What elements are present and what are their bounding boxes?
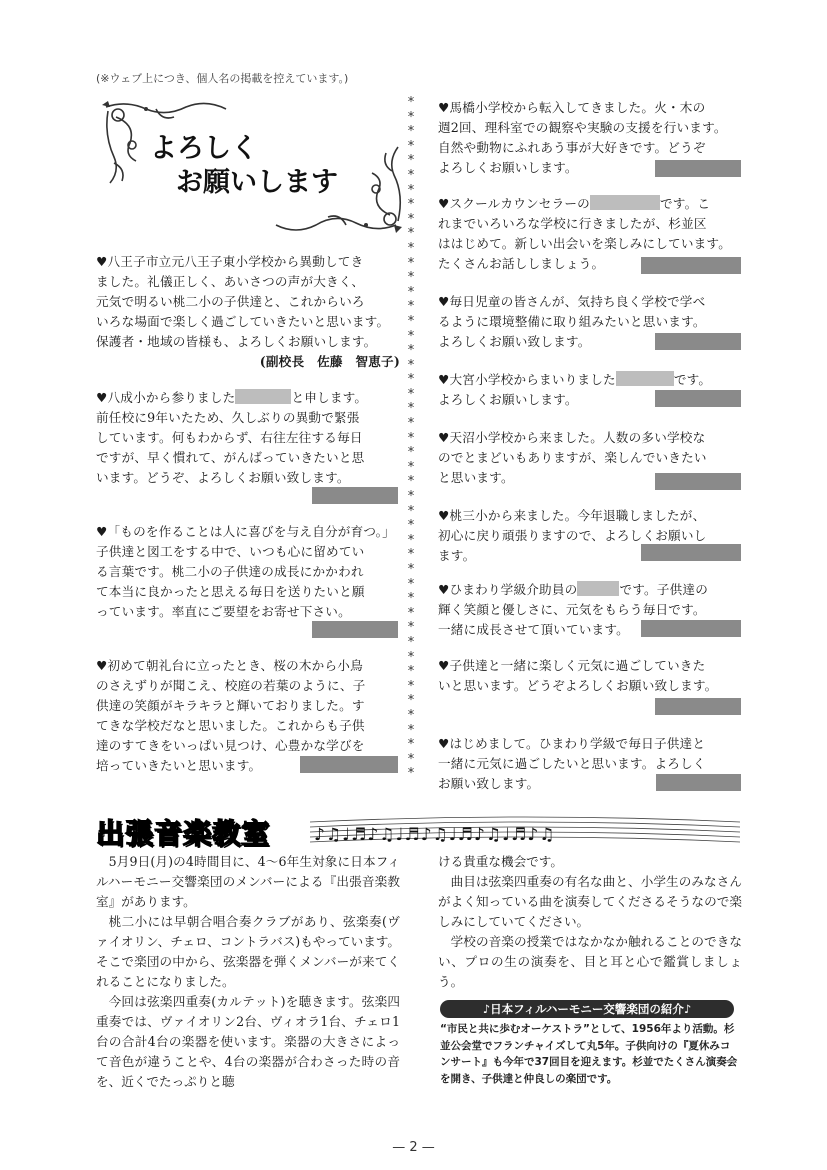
entry-line: よろしくお願いします。 — [438, 160, 578, 175]
entry-line: 元気で明るい桃二小の子供達と、これからいろ — [96, 294, 365, 309]
title-line-1: よろしく — [150, 133, 258, 164]
music-paragraph: 学校の音楽の授業ではなかなか触れることのできない、プロの生の演奏を、目と耳と心で鑑賞しましょう。 — [438, 934, 742, 989]
entry-line: 達のすてきをいっぱい見つけ、心豊かな学びを — [96, 738, 365, 753]
entry-line: ♥はじめまして。ひまわり学級で毎日子供達と — [438, 736, 706, 751]
entry-line: る言葉です。桃二小の子供達の成長にかかわれ — [96, 564, 364, 579]
redacted-name — [590, 195, 660, 210]
column-divider: * * * * * * * * * * * * * * * * * * * * * * * * * * * * * * * * * * * * * * * * * * * * * * * — [407, 95, 415, 782]
entry-line: のさえずりが聞こえ、校庭の若葉のように、子 — [96, 678, 366, 693]
redacted-signature — [312, 487, 398, 504]
orchestra-intro-text: “市民と共に歩むオーケストラ”として、1956年より活動。杉並公会堂でフランチャイズして丸5年。子供向けの『夏休みコンサート』も今年で37回目を迎えます。杉並でたくさん演奏会を開き、子供達と仲良しの楽団です。 — [440, 1023, 738, 1085]
entry-line: しています。何もわからず、右往左往する毎日 — [96, 430, 363, 445]
orchestra-intro-banner: ♪日本フィルハーモニー交響楽団の紹介♪ — [440, 1000, 734, 1018]
entry-text: です。こ — [659, 196, 711, 211]
entry-line: ます。 — [438, 548, 476, 563]
entry-text: ♥八成小から参りました — [96, 390, 236, 405]
privacy-note: (※ウェブ上につき、個人名の掲載を控えています。) — [96, 72, 349, 85]
entry-line: 自然や動物にふれあう事が大好きです。どうぞ — [438, 140, 706, 155]
redacted-signature — [300, 756, 398, 773]
entry-line: ♥子供達と一緒に楽しく元気に過ごしていきた — [438, 658, 706, 673]
entry-line: います。どうぞ、よろしくお願い致します。 — [96, 470, 350, 485]
redacted-signature — [655, 473, 741, 490]
music-paragraph: 桃二小には早朝合唱合奏クラブがあり、弦楽奏(ヴァイオリン、チェロ、コントラバス)もやっています。そこで楽団の中から、弦楽器を弾くメンバーが来てくれることになりました。 — [96, 914, 400, 989]
entry-line: お願い致します。 — [438, 776, 540, 791]
entry-line: よろしくお願いします。 — [438, 392, 578, 407]
greeting-entry — [96, 522, 400, 622]
entry-line: てきな学校だなと思いました。これからも子供 — [96, 718, 365, 733]
entry-line: ですが、早く慣れて、がんばっていきたいと思 — [96, 450, 365, 465]
entry-line: 初心に戻り頑張りますので、よろしくお願いし — [438, 528, 707, 543]
entry-line: ♥天沼小学校から来ました。人数の多い学校な — [438, 430, 706, 445]
entry-line: 子供達と図工をする中で、いつも心に留めてい — [96, 544, 365, 559]
welcome-title — [150, 132, 338, 200]
entry-line: 供達の笑顔がキラキラと輝いておりました。す — [96, 698, 365, 713]
entry-text: ♥スクールカウンセラーの — [438, 196, 590, 211]
music-paragraph: 曲目は弦楽四重奏の有名な曲と、小学生のみなさんがよく知っている曲を演奏してくださるそうなので楽しみにしていてください。 — [438, 874, 742, 929]
redacted-name — [577, 581, 619, 596]
entry-text: です。子供達の — [619, 582, 708, 597]
music-notes: ♪♫♩♬♪♫♩♬♪♫♩♬♪♫♩♬♪♫ — [314, 825, 556, 845]
entry-line — [438, 580, 742, 600]
entry-line: 一緒に元気に過ごしたいと思います。よろしく — [438, 756, 706, 771]
entry-line: るように環境整備に取り組みたいと思います。 — [438, 314, 706, 329]
entry-text: と申します。 — [291, 390, 368, 405]
music-paragraph: 今回は弦楽四重奏(カルテット)を聴きます。弦楽四重奏では、ヴァイオリン2台、ヴィオラ1台、チェロ1台の合計4台の楽器を使います。楽器の大きさによって音色が違うことや、4台の楽器が合わさった時の音を、近くでたっぷりと聴 — [96, 994, 400, 1089]
redacted-signature — [641, 620, 741, 637]
music-class-heading: 出張音楽教室 — [96, 817, 271, 850]
entry-line: と思います。 — [438, 470, 514, 485]
greeting-entry — [96, 388, 400, 488]
entry-line: て本当に良かったと思える毎日を送りたいと願 — [96, 584, 365, 599]
music-paragraph: ける貴重な機会です。 — [438, 854, 563, 869]
entry-text: ♥ひまわり学級介助員の — [438, 582, 578, 597]
music-staff-decoration — [310, 808, 740, 854]
music-paragraph: 5月9日(月)の4時間目に、4～6年生対象に日本フィルハーモニー交響楽団のメンバーによる『出張音楽教室』があります。 — [96, 854, 400, 909]
entry-line: のでとまどいもありますが、楽しんでいきたい — [438, 450, 707, 465]
redacted-name — [616, 371, 674, 386]
entry-line: いろな場面で楽しく過ごしていきたいと思います。 — [96, 314, 390, 329]
entry-line — [438, 370, 742, 390]
entry-line: 保護者・地域の皆様も、よろしくお願いします。 — [96, 334, 377, 349]
redacted-name — [235, 389, 291, 404]
title-line-2: お願いします — [176, 167, 338, 198]
entry-line: ♥馬橋小学校から転入してきました。火・木の — [438, 100, 706, 115]
entry-text: です。 — [673, 372, 712, 387]
entry-line: 一緒に成長させて頂いています。 — [438, 622, 629, 637]
entry-line — [96, 388, 400, 408]
redacted-signature — [312, 621, 398, 638]
entry-line: 前任校に9年いたため、久しぶりの異動で緊張 — [96, 410, 360, 425]
entry-line: 週2回、理科室での観察や実験の支援を行います。 — [438, 120, 727, 135]
music-body-right — [438, 852, 742, 992]
redacted-signature — [641, 257, 741, 274]
entry-line: いと思います。どうぞよろしくお願い致します。 — [438, 678, 718, 693]
entry-line: ははじめて。新しい出会いを楽しみにしています。 — [438, 236, 731, 251]
entry-line: れまでいろいろな学校に行きましたが、杉並区 — [438, 216, 707, 231]
page-number: — 2 — — [392, 1140, 435, 1155]
greeting-entry — [438, 656, 742, 696]
entry-line: ました。礼儀正しく、あいさつの声が大きく、 — [96, 274, 365, 289]
entry-line: 輝く笑顔と優しさに、元気をもらう毎日です。 — [438, 602, 706, 617]
greeting-entry — [96, 252, 400, 372]
redacted-signature — [655, 333, 741, 350]
redacted-signature — [655, 698, 741, 715]
entry-line: ♥毎日児童の皆さんが、気持ち良く学校で学べ — [438, 294, 706, 309]
entry-line: ♥八王子市立元八王子東小学校から異動してき — [96, 254, 364, 269]
entry-line: っています。率直にご要望をお寄せ下さい。 — [96, 604, 351, 619]
entry-line: ♥初めて朝礼台に立ったとき、桜の木から小鳥 — [96, 658, 363, 673]
entry-line: ♥「ものを作ることは人に喜びを与え自分が育つ。」 — [96, 524, 395, 539]
music-body-left — [96, 852, 400, 1092]
entry-line: ♥桃三小から来ました。今年退職しましたが、 — [438, 508, 706, 523]
entry-line: 培っていきたいと思います。 — [96, 758, 262, 773]
signature: (副校長 佐藤 智恵子) — [259, 354, 400, 369]
redacted-signature — [655, 160, 741, 177]
entry-line: よろしくお願い致します。 — [438, 334, 591, 349]
redacted-signature — [655, 390, 741, 407]
redacted-signature — [656, 774, 741, 791]
entry-text: ♥大宮小学校からまいりました — [438, 372, 616, 387]
entry-line — [438, 194, 742, 214]
entry-line: たくさんお話ししましょう。 — [438, 256, 605, 271]
redacted-signature — [641, 544, 741, 561]
